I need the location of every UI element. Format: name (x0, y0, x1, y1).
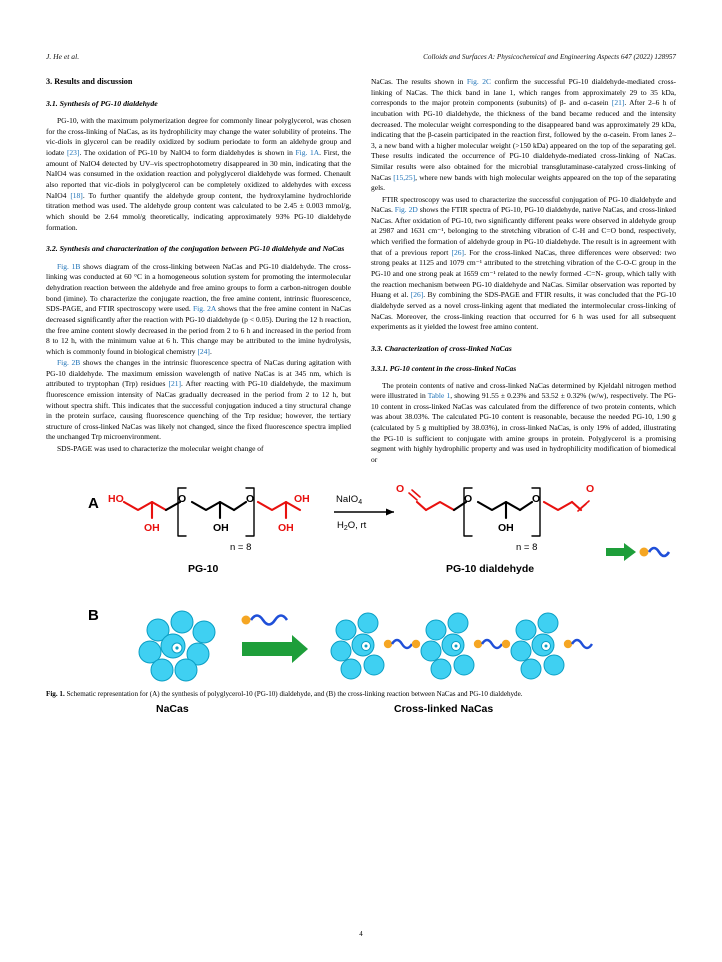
paragraph-right-1: NaCas. The results shown in Fig. 2C confirm the successful PG-10 dialdehyde-mediated cross-linking of NaCas. The thick band in lane 1, which ranges from approximately 29 to 35 kDa, corresponds to the major protein components (subunits) of β- and α-casein [21]. After 2–6 h of incubation with PG-10 dialdehyde, the thickness of the band became reduced and the intensity decreased. The molecular weight corresponding to the disappeared band was approximately 29 kDa, indicating that the β-casein participated in the reaction first, followed by the α-casein. From lanes 2–3, a new band with a higher molecular weight (>150 kDa) appeared on the top of the separating gel. These results indicated the occurrence of PG-10 dialdehyde-mediated cross-linking of NaCas. Similar results were also obtained for the microbial transglutaminase-catalyzed cross-linking of NaCas [15,25], where new bands with high molecular weights appeared on the top of the separating gels. (371, 77, 677, 193)
subsection-heading-3-2: 3.2. Synthesis and characterization of the conjugation between PG-10 dialdehyde and NaCas (46, 244, 345, 254)
paragraph-3-2-2: Fig. 2B shows the changes in the intrinsic fluorescence spectra of NaCas during agitation with PG-10 dialdehyde. The maximum emission wavelength of native NaCas is at 345 nm, which is attributed to tryptophan (Trp) residues [21]. After reacting with PG-10 dialdehyde, the maximum fluorescence emission intensity of NaCas gradually decreased in the period from 2 to 12 h, but without spectra shift. This indicates that the successful conjugation induced a tiny structural change in the protein surface, causing fluorescence quenching of the Trp residue; however, the tertiary structure of cross-linked NaCas was likely not changed, since the fixed fluorescence spectra implied the unchanged Trp microenvironment. (46, 358, 351, 442)
citation-link[interactable]: [26] (451, 247, 465, 257)
paragraph-right-3: The protein contents of native and cross-linked NaCas determined by Kjeldahl nitrogen method were illustrated in Table 1, showing 91.55 ± 0.23% and 53.52 ± 0.32% (w/w), respectively. The PG-10 content in cross-linked NaCas was calculated from the difference of two protein contents, which was about 38.03%. The calculated PG-10 content is reasonable, because the needed PG-10, 1.90 g (calculated by 5 g multiplied by 38.03%), in cross-linked NaCas, is only 19% of added, illustrating the PG-10 is sufficient to conjugate with amine groups in protein. Polyglycerol is a promising segment with highly hydrophilic property and was used in hydrophilicity modification of biomedical or (371, 380, 676, 464)
panel-a-label: A (88, 495, 99, 513)
oh-label-4: OH (294, 493, 310, 506)
ho-label-left: HO (108, 493, 124, 506)
oh-label-1: OH (144, 522, 160, 535)
panel-b-label: B (88, 607, 99, 625)
citation-link[interactable]: [26] (410, 290, 424, 300)
citation-link[interactable]: [18] (70, 190, 83, 200)
ether-o-2: O (246, 493, 255, 506)
subsubsection-heading-3-3-1: 3.3.1. PG-10 content in the cross-linked NaCas (371, 364, 517, 374)
citation-link[interactable]: [24] (197, 346, 210, 356)
citation-link[interactable]: [21] (611, 98, 625, 108)
citation-link[interactable]: Fig. 2B (57, 358, 81, 367)
citation-link[interactable]: [15,25] (393, 172, 416, 182)
reagent-water: $H_2O$, rt (337, 520, 367, 533)
ether-o-1: O (178, 493, 187, 506)
crosslinked-nacas-label: Cross-linked NaCas (394, 703, 494, 716)
crosslink-arrow (242, 616, 309, 664)
citation-link[interactable]: Fig. 2A (193, 304, 216, 314)
paragraph-3-2-3: SDS-PAGE was used to characterize the molecular weight change of (57, 443, 264, 453)
figure-1-graphic (46, 480, 676, 770)
nacas-cluster (139, 611, 215, 681)
citation-link[interactable]: Fig. 2C (466, 77, 491, 86)
ether-o-3: O (464, 493, 473, 506)
aldehyde-o-right: O (586, 483, 595, 496)
pg10-label: PG-10 (188, 563, 219, 576)
section-heading-results: 3. Results and discussion (46, 77, 133, 86)
citation-link[interactable]: [21] (168, 379, 181, 389)
citation-link[interactable]: Fig. 1A (295, 148, 320, 158)
subsection-heading-3-3: 3.3. Characterization of cross-linked NaCas (371, 343, 512, 353)
aldehyde-o-left: O (396, 483, 405, 496)
citation-link[interactable]: [23] (66, 148, 80, 158)
figure-caption-text: Schematic representation for (A) the synthesis of polyglycerol-10 (PG-10) dialdehyde, and (B) the cross-linking reaction between NaCas and PG-10 dialdehyde. (64, 690, 523, 699)
oh-label-3: OH (278, 522, 294, 535)
repeat-unit-left: n = 8 (230, 542, 252, 554)
citation-link[interactable]: Fig. 2D (394, 205, 418, 215)
ether-o-4: O (532, 493, 541, 506)
reaction-arrow (334, 509, 394, 516)
crosslinked-nacas (331, 613, 592, 679)
running-head-authors: J. He et al. (46, 52, 80, 61)
pg10-dialdehyde-label: PG-10 dialdehyde (446, 563, 535, 576)
citation-link[interactable]: Table 1 (427, 391, 451, 401)
two-column-body (46, 77, 676, 466)
figure-caption-label: Fig. 1. (46, 690, 65, 699)
legend-arrow-chain (606, 543, 669, 561)
left-column (46, 77, 351, 455)
running-head (46, 52, 676, 61)
running-head-journal: Colloids and Surfaces A: Physicochemical and Engineering Aspects 647 (2022) 128957 (423, 53, 676, 61)
citation-link[interactable]: Fig. 1B (57, 261, 81, 271)
nacas-label: NaCas (156, 703, 189, 716)
oh-label-5: OH (498, 522, 514, 535)
paragraph-3-1-1: PG-10, with the maximum polymerization degree for commonly linear polyglycerol, was chosen for the cross-linking of NaCas, as its hydrophilicity may change the water solubility of proteins. The vic-diols in glycerol can be readily oxidized by sodium periodate to form an aldehyde group and iodate [23]. The oxidation of PG-10 by NaIO4 to form dialdehydes is shown in Fig. 1A. First, the amount of NaIO4 detected by UV–vis spectrophotometry disappeared in 30 min, indicating that the NaIO4 was consumed in the oxidation reaction and polyglycerol dialdehyde was formed. Chenault also reported that vic-diols in polyglycerol can be completely oxidized to aldehydes with excess NaIO4 [18]. To further quantify the aldehyde group content, the hydroxylamine hydrochloride titration method was used. The aldehyde group content was calculated to be 2.45 ± 0.003 mmol/g, which should be 2.64 mmol/g theoretically, indicating approximately 93% PG-10 dialdehyde formation. (46, 116, 351, 232)
paragraph-right-2: FTIR spectroscopy was used to characterize the successful conjugation of PG-10 dialdehyde and NaCas. Fig. 2D shows the FTIR spectra of PG-10, PG-10 dialdehyde, native NaCas, and cross-linked NaCas. After oxidation of PG-10, two significantly different peaks were observed in aldehyde group at 2987 and 1631 cm⁻¹, belonging to the stretching vibration of C-H and C=O bond, respectively, which verified the formation of aldehyde group in PG-10 dialdehyde. The result is in agreement with that of a previous report [26]. For the cross-linked NaCas, three differences were observed: two strong peaks at 1125 and 1079 cm⁻¹ attributed to the stretching vibration of the C-O-C group in the PG-10 and one strong peak at 1659 cm⁻¹ related to the newly formed -C=N- group, which tally with the reaction mechanism between PG-10 dialdehyde and NaCas. Similar observation was reported by Huang et al. [26]. By combining the SDS-PAGE and FTIR results, it was concluded that the PG-10 dialdehyde served as a novel cross-linking agent that mediated the intermolecular cross-linking of NaCas. Moreover, the cross-linking reaction that occurred for 6 h was used for all subsequent experiments as it yielded the lowest free amino content. (371, 194, 676, 332)
repeat-unit-right: n = 8 (516, 542, 538, 554)
oh-label-2: OH (213, 522, 229, 535)
subsection-heading-3-1: 3.1. Synthesis of PG-10 dialdehyde (46, 98, 158, 108)
reagent-nai04: NaIO$_4$ (336, 494, 363, 507)
page-number: 4 (359, 930, 363, 938)
paragraph-3-2-1: Fig. 1B shows diagram of the cross-linking between NaCas and PG-10 dialdehyde. The cross-linking was conducted at 60 °C in a homogeneous solution system for promoting the intermolecular dehydration reaction between the aldehyde and free amino groups to form a carbon-nitrogen double bond (imine). To characterize the conjugate reaction, the free amine content, intrinsic fluorescence, SDS-PAGE, and FTIR spectroscopy were used. Fig. 2A shows that the free amine content in NaCas decreased significantly after the reaction with PG-10 dialdehyde (p < 0.05). During the 12 h reaction, the free amine content slowly decreased in the period from 2 to 6 h and increased in the period from 8 to 12 h, with the minimum value at 6 h. This change may be attributed to the imine hydrolysis, which is commonly found in biological chemistry [24]. (46, 261, 351, 356)
right-column (371, 77, 676, 466)
